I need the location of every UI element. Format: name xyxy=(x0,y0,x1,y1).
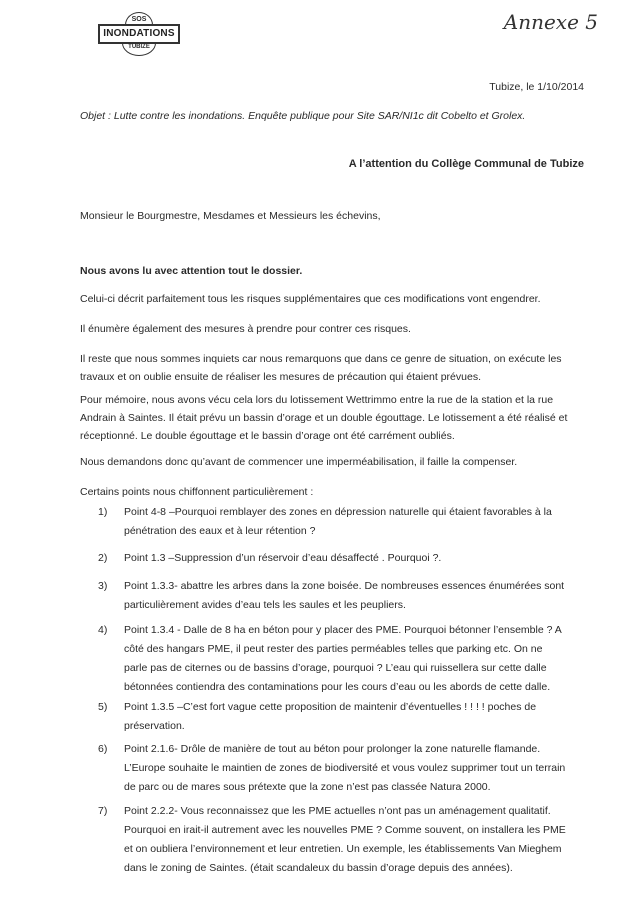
paragraph: Il énumère également des mesures à prendre pour contrer ces risques. xyxy=(80,323,411,335)
object-line: Objet : Lutte contre les inondations. Enquête publique pour Site SAR/NI1c dit Cobelto et Grolex. xyxy=(80,110,526,122)
list-item-number: 6) xyxy=(98,743,108,755)
paragraph: Certains points nous chiffonnent particulièrement : xyxy=(80,486,314,498)
paragraph: Nous avons lu avec attention tout le dossier. xyxy=(80,265,303,277)
salutation: Monsieur le Bourgmestre, Mesdames et Messieurs les échevins, xyxy=(80,210,381,222)
place-date: Tubize, le 1/10/2014 xyxy=(489,81,584,93)
sos-inondations-logo xyxy=(98,12,178,72)
list-item-number: 7) xyxy=(98,805,108,817)
list-item-text: Point 2.2.2- Vous reconnaissez que les PME actuelles n’ont pas un aménagement qualitatif. Pourquoi en irait-il autrement avec les nouvelles PME ? Comme souvent, on installera les PME et on oubliera l’environnement et leur entretien. Un exemple, les établissements Van Mieghem dans le zoning de Saintes. (était scandaleux du bassin d’orage depuis des années). xyxy=(124,805,566,874)
list-item-text: Point 4-8 –Pourquoi remblayer des zones en dépression naturelle qui étaient favorables à la pénétration des eaux et à leur rétention ? xyxy=(124,506,552,537)
list-item-number: 5) xyxy=(98,701,108,713)
list-item-text: Point 1.3 –Suppression d’un réservoir d’eau désaffecté . Pourquoi ?. xyxy=(124,552,442,564)
paragraph: Celui-ci décrit parfaitement tous les risques supplémentaires que ces modifications vont engendrer. xyxy=(80,293,541,305)
logo-main-text: INONDATIONS xyxy=(98,24,180,44)
attention-line: A l’attention du Collège Communal de Tubize xyxy=(348,158,584,170)
list-item-number: 2) xyxy=(98,552,108,564)
logo-top-text: SOS xyxy=(125,12,153,25)
list-item-text: Point 1.3.5 –C’est fort vague cette proposition de maintenir d’éventuelles ! ! ! ! poches de préservation. xyxy=(124,701,537,732)
list-item-number: 3) xyxy=(98,580,108,592)
annex-handwritten-label: Annexe 5 xyxy=(503,10,598,34)
list-item-number: 4) xyxy=(98,624,108,636)
paragraph: Nous demandons donc qu’avant de commencer une imperméabilisation, il faille la compenser. xyxy=(80,456,518,468)
list-item-number: 1) xyxy=(98,506,108,518)
paragraph: Pour mémoire, nous avons vécu cela lors du lotissement Wettrimmo entre la rue de la station et la rue Andrain à Saintes. Il était prévu un bassin d’orage et un double égouttage. Le lotissement a été réalisé et réceptionné. Le double égouttage et le bassin d’orage ont été carrément oubliés. xyxy=(80,394,568,442)
list-item-text: Point 1.3.3- abattre les arbres dans la zone boisée. De nombreuses essences énumérées sont particulièrement avides d’eau tels les saules et les peupliers. xyxy=(124,580,565,611)
logo-bottom-text: TUBIZE xyxy=(122,43,156,56)
paragraph: Il reste que nous sommes inquiets car nous remarquons que dans ce genre de situation, on exécute les travaux et on oublie ensuite de réaliser les mesures de précaution qui étaient prévues. xyxy=(80,353,562,383)
list-item-text: Point 2.1.6- Drôle de manière de tout au béton pour prolonger la zone naturelle flamande. L’Europe souhaite le maintien de zones de biodiversité et vous voulez supprimer tout un terrain de parc ou de mares sous prétexte que la zone n’est pas classée Natura 2000. xyxy=(124,743,566,793)
list-item-text: Point 1.3.4 - Dalle de 8 ha en béton pour y placer des PME. Pourquoi bétonner l’ensemble ? A côté des hangars PME, il peut rester des parties perméables telles que parking etc. On ne parle pas de citernes ou de bassins d’orage, pourquoi ? L’eau qui ruissellera sur cette dalle bétonnées contiendra des contaminations pour les cours d’eau ou les abords de cette dalle. xyxy=(124,624,562,693)
